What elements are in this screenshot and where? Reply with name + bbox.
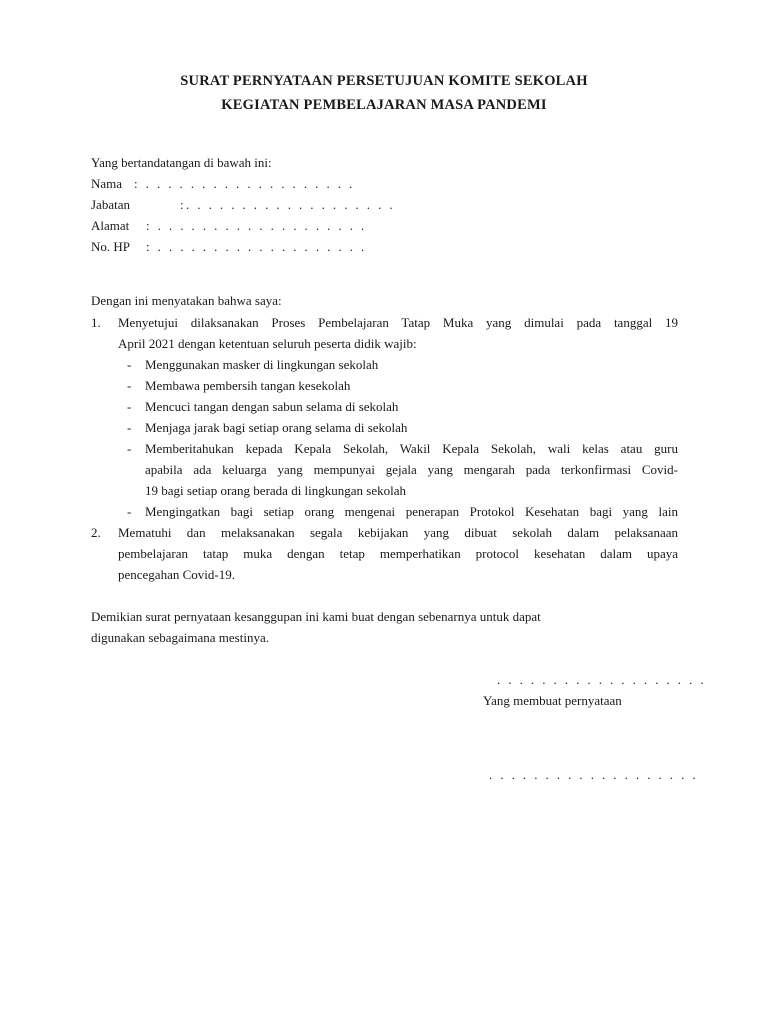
item1-line2: April 2021 dengan ketentuan seluruh peserta didik wajib: bbox=[118, 336, 417, 351]
closing-line2: digunakan sebagaimana mestinya. bbox=[91, 630, 269, 645]
bullet-dash: - bbox=[127, 504, 132, 519]
bullet5-line3: 19 bagi setiap orang berada di lingkungan sekolah bbox=[145, 483, 407, 498]
bullet5-line2: apabila ada keluarga yang mempunyai gejala yang mengarah pada terkonfirmasi Covid- bbox=[145, 462, 678, 477]
signature-role: Yang membuat pernyataan bbox=[483, 693, 622, 708]
item2-line2: pembelajaran tatap muka dengan tetap memperhatikan protocol kesehatan dalam upaya bbox=[118, 546, 678, 561]
field-value-nama: : . . . . . . . . . . . . . . . . . . . bbox=[134, 176, 355, 191]
item1-line1: Menyetujui dilaksanakan Proses Pembelajaran Tatap Muka yang dimulai pada tanggal 19 bbox=[118, 315, 678, 330]
field-value-jabatan: :. . . . . . . . . . . . . . . . . . . bbox=[180, 197, 396, 212]
field-label-nohp: No. HP bbox=[91, 239, 131, 254]
bullet-item: Menggunakan masker di lingkungan sekolah bbox=[145, 357, 379, 372]
bullet6-text: Mengingatkan bagi setiap orang mengenai penerapan Protokol Kesehatan bagi yang lain bbox=[145, 504, 678, 519]
item2-line1: Mematuhi dan melaksanakan segala kebijakan yang dibuat sekolah dalam pelaksanaan bbox=[118, 525, 678, 540]
field-value-nohp: : . . . . . . . . . . . . . . . . . . . bbox=[146, 239, 367, 254]
bullet-dash: - bbox=[127, 441, 132, 456]
field-label-jabatan: Jabatan bbox=[91, 197, 130, 212]
item-number-2: 2. bbox=[91, 525, 101, 540]
item2-line3: pencegahan Covid-19. bbox=[118, 567, 235, 582]
document-title-line1: SURAT PERNYATAAN PERSETUJUAN KOMITE SEKOLAH bbox=[180, 73, 588, 89]
item-number-1: 1. bbox=[91, 315, 101, 330]
document-title-line2: KEGIATAN PEMBELAJARAN MASA PANDEMI bbox=[221, 97, 547, 113]
field-value-alamat: : . . . . . . . . . . . . . . . . . . . bbox=[146, 218, 367, 233]
signature-place-date: . . . . . . . . . . . . . . . . . . . bbox=[497, 672, 707, 687]
intro-text: Yang bertandatangan di bawah ini: bbox=[91, 155, 272, 170]
bullet-item: Mencuci tangan dengan sabun selama di sekolah bbox=[145, 399, 399, 414]
closing-line1: Demikian surat pernyataan kesanggupan ini kami buat dengan sebenarnya untuk dapat bbox=[91, 609, 541, 624]
field-label-nama: Nama bbox=[91, 176, 123, 191]
bullet-dash: - bbox=[127, 357, 132, 372]
bullet-dash: - bbox=[127, 399, 132, 414]
statement-intro: Dengan ini menyatakan bahwa saya: bbox=[91, 293, 282, 308]
bullet-dash: - bbox=[127, 378, 132, 393]
signature-name-line: . . . . . . . . . . . . . . . . . . . bbox=[489, 767, 699, 782]
bullet-dash: - bbox=[127, 420, 132, 435]
bullet-item: Menjaga jarak bagi setiap orang selama di sekolah bbox=[145, 420, 408, 435]
bullet5-line1: Memberitahukan kepada Kepala Sekolah, Wakil Kepala Sekolah, wali kelas atau guru bbox=[145, 441, 678, 456]
field-label-alamat: Alamat bbox=[91, 218, 130, 233]
bullet-item: Membawa pembersih tangan kesekolah bbox=[145, 378, 351, 393]
